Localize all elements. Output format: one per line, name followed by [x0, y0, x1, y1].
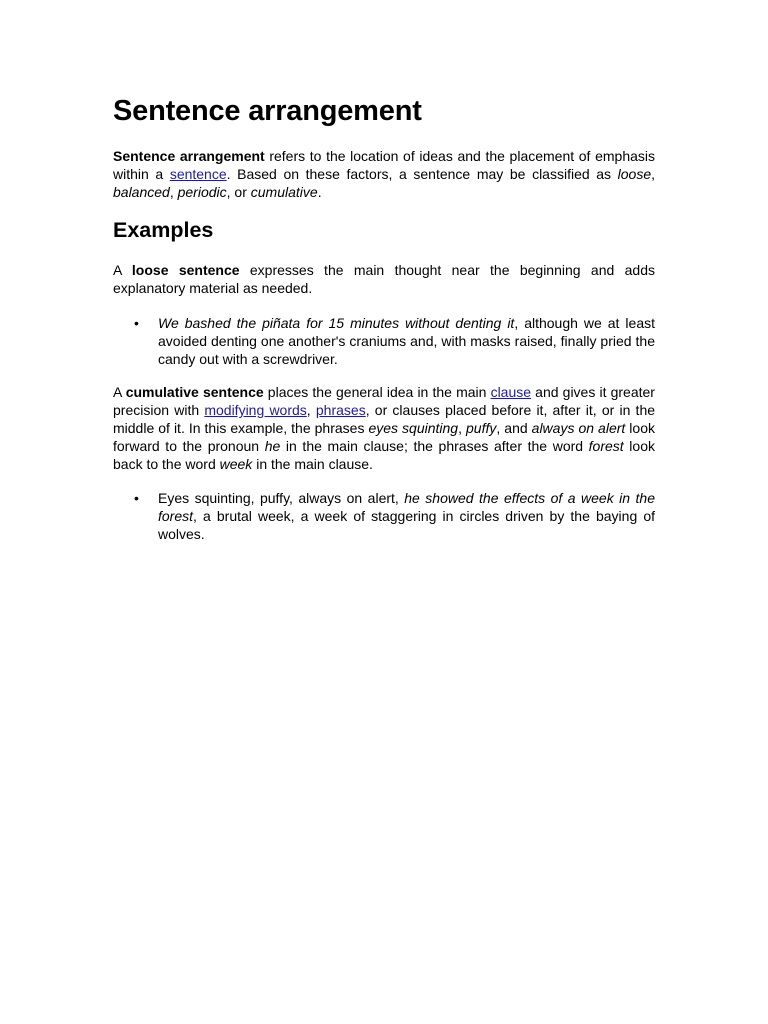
cumulative-text-1: A	[113, 384, 126, 401]
cumulative-text-11: in the main clause.	[252, 455, 373, 472]
clause-link[interactable]: clause	[490, 384, 532, 401]
sentence-link[interactable]: sentence	[169, 165, 227, 182]
intro-text-1: refers to the location of ideas and the placement of emphasis within a	[113, 148, 655, 182]
loose-example-rest: , although we at least avoided denting one another's craniums and, with masks raised, finally pried the candy out with a screwdriver.	[158, 314, 655, 367]
cumulative-sentence-paragraph	[113, 384, 655, 473]
term-loose-sentence: loose sentence	[131, 262, 240, 279]
term-loose: loose	[617, 165, 652, 182]
cumulative-text-10: look back to the word	[113, 437, 655, 472]
cumulative-text-2: places the general idea in the main	[263, 384, 491, 401]
word-week: week	[219, 455, 253, 472]
bullet-icon: •	[134, 490, 139, 507]
intro-text-2: . Based on these factors, a sentence may be classified as	[226, 165, 618, 182]
intro-sep-3: , or	[226, 183, 251, 200]
term-periodic: periodic	[177, 183, 227, 200]
word-he: he	[264, 437, 281, 454]
intro-sep-1: ,	[651, 165, 656, 182]
phrase-eyes-squinting: eyes squinting	[368, 419, 459, 436]
cumulative-example-text-2: , a brutal week, a week of staggering in circles driven by the baying of wolves.	[158, 508, 655, 542]
list-item	[134, 314, 655, 368]
word-forest: forest	[588, 437, 624, 454]
cumulative-text-9: in the main clause; the phrases after the word	[280, 437, 589, 454]
cumulative-example-list	[113, 490, 655, 543]
loose-text-1: A	[113, 262, 132, 279]
loose-sentence-paragraph	[113, 262, 655, 298]
intro-sep-2: ,	[169, 183, 178, 200]
phrase-puffy: puffy	[466, 419, 497, 436]
loose-text-2: expresses the main thought near the beginning and adds explanatory material as needed.	[113, 262, 655, 297]
cumulative-text-3: and gives it greater precision with	[113, 384, 655, 419]
term-cumulative-sentence: cumulative sentence	[125, 384, 264, 401]
list-item	[134, 490, 655, 543]
cumulative-example-text-1: Eyes squinting, puffy, always on alert,	[158, 490, 405, 507]
loose-example-main-clause: We bashed the piñata for 15 minutes without denting it	[158, 314, 515, 331]
examples-heading: Examples	[113, 218, 214, 243]
phrase-always-on-alert: always on alert	[531, 419, 626, 436]
cumulative-example-main-clause: he showed the effects of a week in the forest	[158, 490, 655, 525]
document-page	[113, 92, 655, 544]
page-title: Sentence arrangement	[113, 95, 422, 127]
modifying-words-link[interactable]: modifying words	[204, 402, 307, 419]
intro-text-3: .	[317, 183, 322, 200]
cumulative-text-4: ,	[306, 402, 316, 419]
cumulative-text-7: , and	[496, 419, 532, 436]
term-cumulative: cumulative	[250, 183, 318, 200]
bullet-icon: •	[134, 314, 139, 331]
phrases-link[interactable]: phrases	[315, 402, 366, 419]
term-balanced: balanced	[113, 183, 170, 200]
intro-paragraph	[113, 148, 655, 201]
term-sentence-arrangement: Sentence arrangement	[113, 148, 265, 164]
cumulative-text-5: , or clauses placed before it, after it, or in the middle of it. In this example, the phrases	[113, 402, 656, 436]
loose-example-list	[113, 315, 655, 368]
cumulative-text-6: ,	[458, 419, 467, 436]
cumulative-text-8: look forward to the pronoun	[113, 419, 655, 454]
